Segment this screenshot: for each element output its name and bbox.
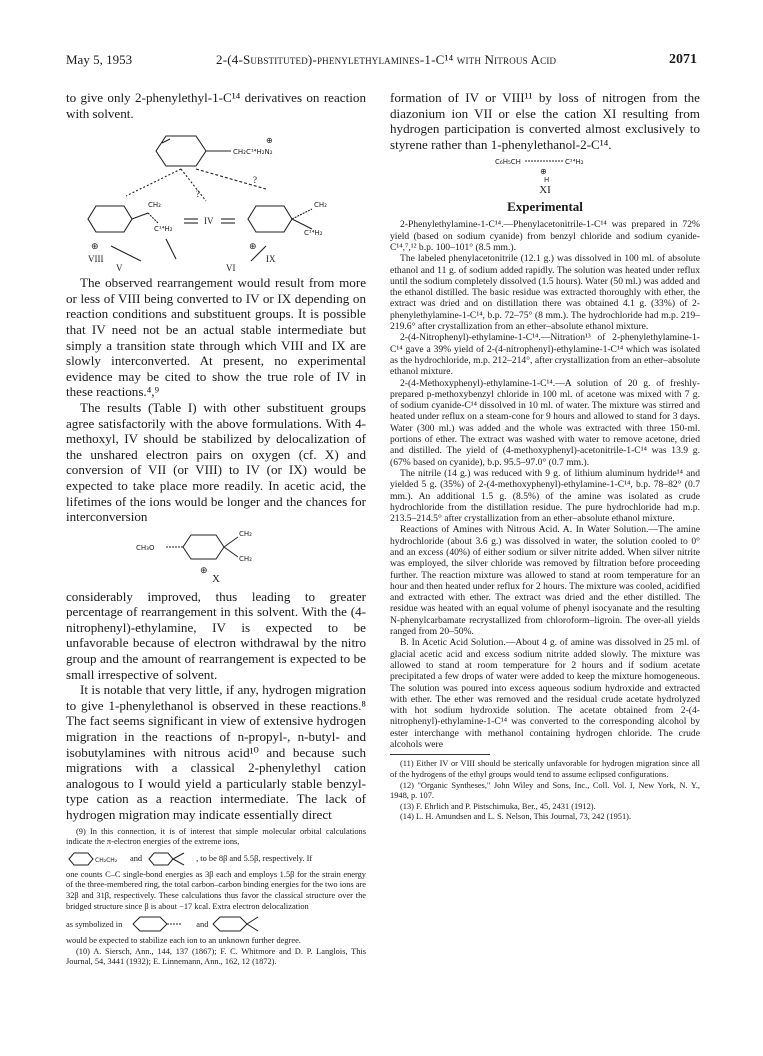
left-paragraph-2: The observed rearrangement would result from more or less of VIII being converted to IV or IX depending on reaction conditions and substituent groups. It is possible that IV need not be an actual stable intermediate but simply a transition state through which VIII and IX are slowly interconverted. At present, no experimental evidence may be cited to show the true role of IV in these reactions.⁴,⁹ xyxy=(66,275,366,400)
footnote-10: (10) A. Siersch, Ann., 144, 137 (1867); F. C. Whitmore and D. P. Langlois, This Journal, 54, 3441 (1932); E. Linnemann, Ann., 162, 12 (1872). xyxy=(66,946,366,967)
svg-text:C¹⁴H₂: C¹⁴H₂ xyxy=(565,158,584,167)
svg-text:CH₂: CH₂ xyxy=(239,529,252,538)
label-v: V xyxy=(116,263,123,272)
footnote-9-part-5: would be expected to stabilize each ion to an unknown further degree. xyxy=(66,936,301,946)
structure-xi xyxy=(485,152,605,184)
experimental-para-2: The labeled phenylacetonitrile (12.1 g.) was dissolved in 100 ml. of absolute ethanol and 11 g. of sodium added rapidly. The solution was heated under reflux until the sodium completely dissolved (1.5 hours). Water (50 ml.) was added and the ethanol distilled. The basic residue was extracted thoroughly with ether, the extract was dried and on distillation there was obtained 4.1 g. (33%) of 2-phenylethylamine-1-C¹⁴, b.p. 72–75° (8 mm.). The hydrochloride had m.p. 219–219.6° after crystallization from an ether–absolute ethanol mixture. xyxy=(390,253,700,333)
label-x: X xyxy=(212,572,220,585)
header-title: 2-(4-Substituted)-phenylethylamines-1-C¹⁴ with Nitrous Acid xyxy=(216,52,557,67)
label-iv: IV xyxy=(204,216,214,227)
experimental-para-7: B. In Acetic Acid Solution.—About 4 g. of amine was dissolved in 25 ml. of glacial acetic acid and excess sodium nitrite added slowly. The mixture was allowed to stand at room temperature for 2 hours and if sodium acetate precipitated a few drops of water were added to keep the mixture homogeneous. The solution was poured into excess aqueous sodium hydroxide and extracted with ether. The ether was removed and the residual crude acetate hydrolyzed with hot sodium hydroxide solution. The acetate obtained from 2-(4-nitrophenyl)-ethylamine-1-C¹⁴ was converted to the corresponding alcohol by ester interchange with methanol containing hydrogen chloride. The crude alcohols were xyxy=(390,637,700,751)
right-paragraph-1: formation of IV or VIII¹¹ by loss of nitrogen from the diazonium ion VII or else the cation XI resulting from hydrogen participation is converted almost exclusively to styrene rather than 1-phenylethanol-2-C¹⁴. xyxy=(390,90,700,152)
footnote-9-structures-1 xyxy=(66,848,366,870)
svg-text:CH₃O: CH₃O xyxy=(136,543,155,552)
footnote-13: (13) F. Ehrlich and P. Pistschimuka, Ber., 45, 2431 (1912). xyxy=(400,801,596,811)
footnote-9-part-3: one counts C–C single-bond energies as 3β each and employs 1.5β for the strain energy of the three-membered ring, the total carbon–carbon binding energies for the two ions are 32β and 31β, respectively. These calculations thus favor the classical structure over the bridged structure since β is about −17 kcal. Extra electron delocalization xyxy=(66,869,366,911)
svg-text:H: H xyxy=(544,176,550,185)
svg-text:CH₂: CH₂ xyxy=(239,554,252,563)
svg-text:⊕: ⊕ xyxy=(540,167,547,177)
page-number: 2071 xyxy=(669,52,697,67)
benzyl-ion-structure xyxy=(66,849,126,869)
svg-text:⊕: ⊕ xyxy=(266,136,273,146)
svg-text:C₆H₅CH: C₆H₅CH xyxy=(495,158,521,167)
footnote-14: (14) L. H. Amundsen and L. S. Nelson, This Journal, 73, 242 (1951). xyxy=(400,812,632,822)
and-text-2: and xyxy=(196,919,209,929)
svg-text:⊕: ⊕ xyxy=(91,242,99,253)
label-q2: ? xyxy=(253,175,257,186)
left-paragraph-4: considerably improved, thus leading to greater percentage of rearrangement in this solvent. With the (4-nitrophenyl)-ethylamine, IV is expected to be unfavorable because of electron withdrawal by the nitro group and the amount of rearrangement is expected to be small irrespective of solvent. xyxy=(66,588,366,682)
left-paragraph-5: It is notable that very little, if any, hydrogen migration to give 1-phenylethanol is observed in these reactions.⁸ The fact seems significant in view of extensive hydrogen migration in the reactions of n-propyl-, n-butyl- and isobutylamines with nitrous acid¹⁰ and because such migrations with a classical 2-phenylethyl cation analogous to I would yield a particularly stable benzyl-type cation as a reaction intermediate. The lack of hydrogen migration may indicate essentially direct xyxy=(66,682,366,822)
footnote-rule xyxy=(390,754,490,755)
label-ix: IX xyxy=(266,254,276,265)
svg-text:C¹⁴H₂: C¹⁴H₂ xyxy=(304,229,323,238)
footnote-9-part-1: (9) In this connection, it is of interest that simple molecular orbital calculations indicate the π-electron energies of the extreme ions, xyxy=(66,826,366,847)
experimental-para-3: 2-(4-Nitrophenyl)-ethylamine-1-C¹⁴.—Nitration¹³ of 2-phenylethylamine-1-C¹⁴ gave a 39% yield of 2-(4-nitrophenyl)-ethylamine-1-C¹⁴ which was isolated as the hydrochloride, m.p. 212–214°, after crystallization from an ether–absolute ethanol mixture. xyxy=(390,332,700,378)
footnote-12: (12) "Organic Syntheses," John Wiley and Sons, Inc., Coll. Vol. I, New York, N. Y., 1948, p. 107. xyxy=(390,780,700,801)
label-xi: XI xyxy=(539,184,551,197)
footnote-9-structures-2 xyxy=(66,912,366,936)
structure-x xyxy=(136,525,296,575)
experimental-para-5: The nitrile (14 g.) was reduced with 9 g. of lithium aluminum hydride¹⁴ and yielded 5 g. (35%) of 2-(4-methoxyphenyl)-ethylamine-1-C¹⁴, b.p. 78–82° (0.7 mm.). An additional 1.5 g. (8.5%) of the amine was isolated as crude hydrochloride from the distillation residue. The pure hydrochloride had m.p. 213.5–214.5° after crystallization from an ether–absolute ethanol mixture. xyxy=(390,467,700,525)
left-column xyxy=(66,90,366,968)
svg-text:C¹⁴H₂: C¹⁴H₂ xyxy=(154,225,173,234)
right-column xyxy=(390,90,700,823)
footnote-9-part-4: as symbolized in xyxy=(66,919,123,929)
svg-text:⊕: ⊕ xyxy=(200,565,208,575)
svg-text:CH₂CH₂: CH₂CH₂ xyxy=(95,856,118,864)
delocalized-structure-2 xyxy=(212,913,272,935)
delocalized-structure-1 xyxy=(122,913,192,935)
svg-text:CH₂: CH₂ xyxy=(148,201,161,210)
footnote-11: (11) Either IV or VIII should be sterically unfavorable for hydrogen migration since all of the hydrogens of the ethyl groups would tend to assume eclipsed configurations. xyxy=(390,759,700,779)
experimental-para-1: 2-Phenylethylamine-1-C¹⁴.—Phenylacetonitrile-1-C¹⁴ was prepared in 72% yield (based on sodium cyanide) from benzyl chloride and sodium cyanide-C¹⁴,⁷,¹² b.p. 100–101° (8.5 mm.). xyxy=(390,219,700,253)
experimental-para-6: Reactions of Amines with Nitrous Acid. A. In Water Solution.—The amine hydrochloride (about 3.6 g.) was dissolved in water, the solution cooled to 0° and an excess (40%) of either sodium or silver nitrite added. When silver nitrite was employed, the silver chloride was removed by filtration before proceeding further. The reaction mixture was allowed to stand at room temperature for an hour and then heated under reflux for 2 hours. The mixture was cooled, acidified and extracted with ether. The extract was dried and the ether distilled. The residue was heated with an equal volume of phenyl isocyanate and the resulting N-phenylcarbamate recrystallized from chloroform–ligroin. The over-all yields ranged from 20–50%. xyxy=(390,524,700,638)
left-paragraph-3: The results (Table I) with other substituent groups agree satisfactorily with the above formulations. With 4-methoxyl, IV should be stabilized by delocalization of the unshared electron pairs on oxygen (cf. X) and conversion of VII (or VIII) to IV (or IX) would be expected to take place more readily. In acetic acid, the lifetimes of the ions would be longer and the chances for interconversion xyxy=(66,399,366,525)
label-vi: VI xyxy=(226,263,236,272)
label-viii: VIII xyxy=(88,254,104,265)
svg-text:⊕: ⊕ xyxy=(249,242,257,253)
rearrangement-scheme xyxy=(66,121,366,271)
header-date: May 5, 1953 xyxy=(66,52,133,67)
running-header xyxy=(66,52,697,72)
bridged-ion-structure xyxy=(146,849,196,869)
left-paragraph-1: to give only 2-phenylethyl-1-C¹⁴ derivatives on reaction with solvent. xyxy=(66,90,366,121)
label-q1: ? xyxy=(196,189,200,200)
section-heading-experimental: Experimental xyxy=(507,199,583,215)
footnote-9-part-2: , to be 8β and 5.5β, respectively. If xyxy=(196,854,313,864)
experimental-para-4: 2-(4-Methoxyphenyl)-ethylamine-1-C¹⁴.—A solution of 20 g. of freshly-prepared p-methoxybenzyl chloride in 100 ml. of acetone was mixed with 7 g. of sodium cyanide-C¹⁴ dissolved in 10 ml. of water. The mixture was stirred and heated under reflux on a steam-cone for 9 hours and allowed to stand for 3 days. Water (300 ml.) was added and the whole was extracted with three 150-ml. portions of ether. The extract was washed with water to remove acetone, dried and distilled. The yield of (4-methoxyphenyl)-acetonitrile-1-C¹⁴ was 13.9 g. (67% based on cyanide), b.p. 95.5–97.0° (0.7 mm.). xyxy=(390,377,700,468)
svg-text:CH₂: CH₂ xyxy=(314,201,327,210)
svg-text:CH₂C¹⁴H₂N₂: CH₂C¹⁴H₂N₂ xyxy=(233,148,273,157)
and-text-1: and xyxy=(130,854,143,864)
